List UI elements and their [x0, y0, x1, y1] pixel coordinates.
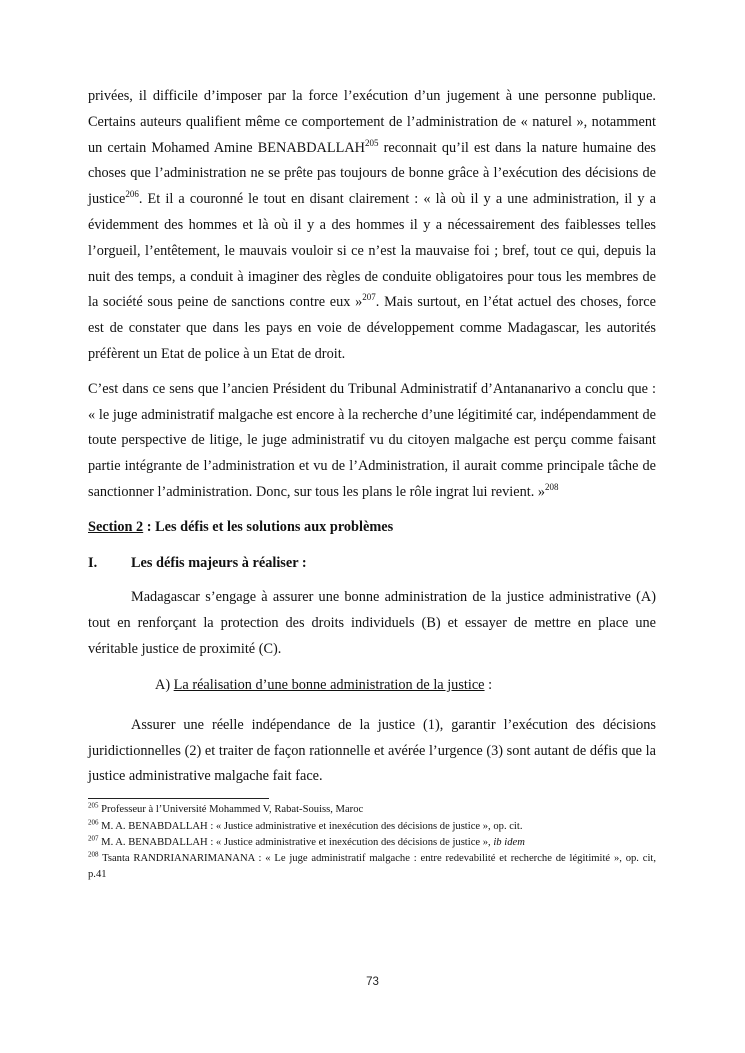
- section-title-text: : Les défis et les solutions aux problèmes: [143, 518, 394, 535]
- paragraph-text: . Et il a couronné le tout en disant clairement : « là où il y a une administration, il y a évidemment des hommes et là où il y a des hommes il y a nécessairement des faiblesses telles l’orgueil, l’entêtement, le mauvais vouloir si ce n’est la mauvaise foi ; bref, tout ce qui, depuis la nuit des temps, a conduit à imaginer des règles de conduite obligatoires pour tous les membres de la société sous peine de sanctions contre eux »: [88, 191, 656, 311]
- footnote-text: M. A. BENABDALLAH : « Justice administrative et inexécution des décisions de justice »,: [98, 836, 494, 848]
- body-paragraph-3: Madagascar s’engage à assurer une bonne administration de la justice administrative (A) tout en renforçant la protection des droits individuels (B) et essayer de mettre en place une véritable justice de proximité (C).: [88, 589, 656, 657]
- footnote-text: Professeur à l’Université Mohammed V, Rabat-Souiss, Maroc: [98, 804, 364, 816]
- section-heading: [88, 515, 656, 541]
- section-label: Section 2: [88, 518, 144, 535]
- subsection-letter: A): [155, 676, 171, 693]
- paragraph-text: C’est dans ce sens que l’ancien Président du Tribunal Administratif d’Antananarivo a conclu que : « le juge administratif malgache est encore à la recherche d’une légitimité car, indépendamment de toute perspective de litige, le juge administratif vu du citoyen malgache est perçu comme faisant partie intégrante de l’administration et vu de l’Administration, il aurait comme principale tâche de sanctionner l’administration. Donc, sur tous les plans le rôle ingrat lui revient. »: [88, 380, 656, 500]
- footnote-text: Tsanta RANDRIANARIMANANA : « Le juge administratif malgache : entre redevabilité et recherche de légitimité », op. cit, p.41: [88, 853, 656, 881]
- subsection-title-text: La réalisation d’une bonne administration de la justice: [173, 676, 485, 693]
- body-paragraph-2: [88, 377, 656, 506]
- footnote-ref-208[interactable]: 208: [545, 482, 559, 493]
- footnote-206: [88, 819, 656, 835]
- footnote-divider: [88, 798, 269, 799]
- footnote-italic-text: ib idem: [493, 836, 525, 848]
- footnote-ref-205[interactable]: 205: [364, 137, 379, 148]
- roman-title-text: Les défis majeurs à réaliser :: [131, 554, 307, 571]
- footnotes: [88, 802, 656, 883]
- footnote-number: 205: [88, 801, 99, 810]
- footnote-number: 207: [88, 834, 99, 843]
- roman-heading: [88, 551, 656, 577]
- paragraph-text: . Mais surtout, en l’état actuel des choses, force est de constater que dans les pays en voie de développement comme Madagascar, les autorités préfèrent un Etat de police à un Etat de droit.: [88, 294, 656, 362]
- body-paragraph-1: [88, 84, 656, 368]
- footnote-text: M. A. BENABDALLAH : « Justice administrative et inexécution des décisions de justice », op. cit.: [98, 820, 523, 832]
- document-page: [88, 84, 656, 884]
- subsection-suffix: :: [484, 676, 493, 693]
- paragraph-text: privées, il difficile d’imposer par la force l’exécution d’un jugement à une personne publique. Certains auteurs qualifient même ce comportement de l’administration de « naturel », notamment un certain Mohamed Amine BENABDALLAH: [88, 88, 656, 156]
- footnote-207: [88, 835, 656, 851]
- footnote-number: 206: [88, 817, 99, 826]
- footnote-ref-207[interactable]: 207: [362, 292, 376, 303]
- body-paragraph-4: Assurer une réelle indépendance de la justice (1), garantir l’exécution des décisions juridictionnelles (2) et traiter de façon rationnelle et avérée l’urgence (3) sont autant de défis que la justice administrative malgache fait face.: [88, 716, 656, 785]
- footnote-205: [88, 802, 656, 818]
- paragraph-text: reconnait qu’il est dans la nature humaine des choses que l’administration ne se prête pas toujours de bonne grâce à l’exécution des décisions de justice: [88, 139, 656, 208]
- footnote-208: [88, 851, 656, 884]
- subsection-heading: [155, 673, 656, 699]
- footnote-ref-206[interactable]: 206: [125, 189, 139, 200]
- roman-numeral: I.: [88, 554, 98, 571]
- footnote-number: 208: [88, 850, 99, 859]
- page-number: 73: [366, 976, 379, 988]
